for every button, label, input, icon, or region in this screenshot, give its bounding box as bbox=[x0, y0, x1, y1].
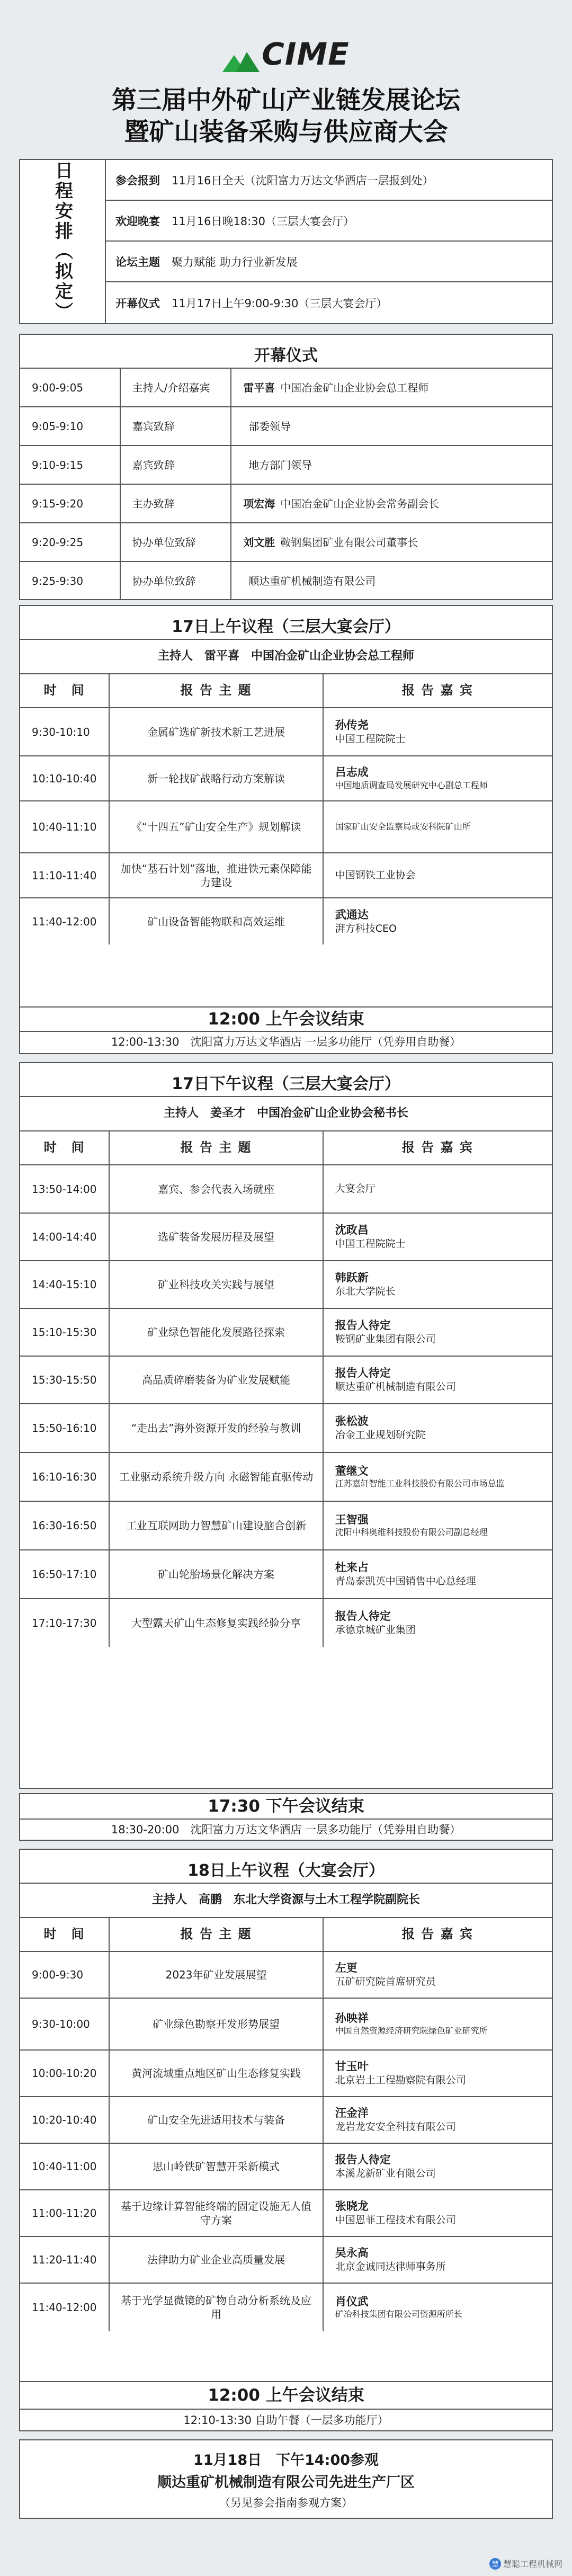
am18-topic: 思山岭铁矿智慧开采新模式 bbox=[110, 2144, 323, 2189]
pm17-host-row bbox=[20, 1096, 552, 1130]
am18-speaker-name: 张晓龙 bbox=[335, 2200, 369, 2213]
opening-speaker: 雷平喜 bbox=[243, 381, 275, 394]
am17-speaker-name: 吕志成 bbox=[335, 766, 369, 779]
pm17-speaker-name: 董继文 bbox=[335, 1464, 369, 1477]
pm17-topic: 选矿装备发展历程及展望 bbox=[110, 1214, 323, 1260]
schedule-label: 欢迎晚宴 bbox=[115, 215, 160, 228]
pm17-row bbox=[20, 1452, 552, 1501]
opening-org: 部委领导 bbox=[248, 420, 291, 433]
am18-col-topic: 报 告 主 题 bbox=[110, 1918, 323, 1951]
watermark bbox=[489, 2557, 562, 2570]
pm17-section bbox=[19, 1062, 553, 1789]
am18-speaker-cell bbox=[324, 1952, 552, 1998]
am18-speaker-org: 本溪龙新矿业有限公司 bbox=[335, 2168, 436, 2180]
am17-topic: 加快“基石计划”落地，推进铁元素保障能力建设 bbox=[110, 853, 323, 897]
am18-topic: 矿业绿色勘察开发形势展望 bbox=[110, 1999, 323, 2049]
schedule-row bbox=[105, 160, 552, 201]
am18-end: 12:00 上午会议结束 bbox=[208, 2385, 364, 2405]
am17-speaker-cell bbox=[324, 898, 552, 944]
pm17-time: 15:30-15:50 bbox=[20, 1357, 110, 1403]
am17-title: 17日上午议程（三层大宴会厅） bbox=[172, 618, 400, 636]
pm17-speaker-cell bbox=[324, 1550, 552, 1598]
opening-time: 9:20-9:25 bbox=[20, 523, 121, 561]
opening-speaker-cell bbox=[231, 407, 552, 445]
am18-row bbox=[20, 2189, 552, 2236]
opening-speaker-cell bbox=[231, 485, 552, 522]
pm17-topic: 工业驱动系统升级方向 永磁智能直驱传动 bbox=[110, 1453, 323, 1501]
pm17-time: 14:40-15:10 bbox=[20, 1261, 110, 1308]
visit-line1: 11月18日 下午14:00参观 bbox=[193, 2452, 379, 2469]
pm17-dinner: 18:30-20:00 沈阳富力万达文华酒店 一层多功能厅（凭券用自助餐） bbox=[111, 1823, 461, 1837]
am17-speaker-name: 武通达 bbox=[335, 908, 369, 921]
am18-speaker-cell bbox=[324, 2097, 552, 2143]
am17-section bbox=[19, 605, 553, 1054]
watermark-icon: 慧 bbox=[489, 2558, 501, 2570]
pm17-speaker-name: 王智强 bbox=[335, 1513, 369, 1526]
watermark-text: 慧聪工程机械网 bbox=[503, 2559, 562, 2569]
pm17-speaker-org: 青岛泰凯英中国销售中心总经理 bbox=[335, 1575, 476, 1588]
pm17-row bbox=[20, 1598, 552, 1647]
opening-item: 嘉宾致辞 bbox=[121, 407, 232, 445]
am18-time: 11:40-12:00 bbox=[20, 2284, 110, 2331]
opening-time: 9:25-9:30 bbox=[20, 562, 121, 600]
pm17-topic: 嘉宾、参会代表入场就座 bbox=[110, 1165, 323, 1213]
schedule-header-cell bbox=[20, 160, 106, 323]
cime-logo bbox=[0, 33, 572, 75]
opening-item: 嘉宾致辞 bbox=[121, 446, 232, 484]
pm17-time: 16:10-16:30 bbox=[20, 1453, 110, 1501]
am18-speaker-name: 汪金洋 bbox=[335, 2107, 369, 2119]
opening-item: 协办单位致辞 bbox=[121, 523, 232, 561]
am18-host: 主持人 高鹏 东北大学资源与土木工程学院副院长 bbox=[151, 1893, 420, 1907]
opening-org: 中国冶金矿山企业协会常务副会长 bbox=[280, 497, 440, 510]
am18-host-row bbox=[20, 1883, 552, 1917]
pm17-col-topic: 报 告 主 题 bbox=[110, 1131, 323, 1164]
opening-speaker-cell bbox=[231, 523, 552, 561]
opening-item: 主办致辞 bbox=[121, 485, 232, 522]
pm17-time: 17:10-17:30 bbox=[20, 1599, 110, 1647]
pm17-host: 主持人 姜圣才 中国冶金矿山企业协会秘书长 bbox=[163, 1107, 408, 1120]
visit-line2: 顺达重矿机械制造有限公司先进生产厂区 bbox=[157, 2474, 415, 2491]
am18-speaker-cell bbox=[324, 2190, 552, 2236]
am18-title: 18日上午议程（大宴会厅） bbox=[187, 1861, 385, 1880]
pm17-speaker-org: 冶金工业规划研究院 bbox=[335, 1429, 426, 1441]
am18-speaker-cell bbox=[324, 2237, 552, 2283]
opening-time: 9:05-9:10 bbox=[20, 407, 121, 445]
am18-row bbox=[20, 2096, 552, 2143]
am17-speaker-name: 孙传尧 bbox=[335, 718, 369, 732]
am17-topic: 新一轮找矿战略行动方案解读 bbox=[110, 756, 323, 800]
am18-topic: 2023年矿业发展展望 bbox=[110, 1952, 323, 1998]
pm17-speaker-name: 韩跃新 bbox=[335, 1271, 369, 1284]
am18-lunch: 12:10-13:30 自助午餐（一层多功能厅） bbox=[183, 2413, 389, 2427]
opening-speaker-cell bbox=[231, 562, 552, 600]
pm17-speaker-org: 承德京城矿业集团 bbox=[335, 1624, 416, 1636]
am18-time: 10:40-11:00 bbox=[20, 2144, 110, 2189]
pm17-speaker-name: 沈政昌 bbox=[335, 1224, 369, 1236]
opening-time: 9:15-9:20 bbox=[20, 485, 121, 522]
am18-row bbox=[20, 2283, 552, 2331]
pm17-topic: “走出去”海外资源开发的经验与教训 bbox=[110, 1404, 323, 1452]
schedule-row bbox=[105, 201, 552, 242]
am18-col-time: 时 间 bbox=[20, 1918, 110, 1951]
am17-col-topic: 报 告 主 题 bbox=[110, 674, 323, 707]
pm17-col-speaker: 报 告 嘉 宾 bbox=[401, 1140, 473, 1155]
pm17-time: 15:50-16:10 bbox=[20, 1404, 110, 1452]
am17-row bbox=[20, 852, 552, 897]
schedule-text: 11月17日上午9:00-9:30（三层大宴会厅） bbox=[172, 297, 388, 310]
pm17-row bbox=[20, 1501, 552, 1549]
am18-speaker-cell bbox=[324, 2284, 552, 2331]
pm17-topic: 矿业绿色智能化发展路径探索 bbox=[110, 1309, 323, 1356]
am17-end: 12:00 上午会议结束 bbox=[208, 1009, 364, 1029]
pm17-end: 17:30 下午会议结束 bbox=[208, 1796, 364, 1816]
am17-time: 10:40-11:10 bbox=[20, 801, 110, 852]
am18-speaker-name: 左更 bbox=[335, 1962, 358, 1974]
schedule-text: 11月16日全天（沈阳富力万达文华酒店一层报到处） bbox=[172, 174, 434, 187]
pm17-time: 16:30-16:50 bbox=[20, 1502, 110, 1549]
am18-time: 11:00-11:20 bbox=[20, 2190, 110, 2236]
schedule-header: 日程安排（拟定） bbox=[51, 161, 73, 322]
pm17-row bbox=[20, 1403, 552, 1452]
visit-box bbox=[19, 2439, 553, 2519]
opening-time: 9:00-9:05 bbox=[20, 369, 121, 406]
am17-row bbox=[20, 897, 552, 944]
pm17-speaker-name: 报告人待定 bbox=[335, 1610, 391, 1623]
am17-row bbox=[20, 800, 552, 852]
opening-org: 鞍钢集团矿业有限公司董事长 bbox=[280, 536, 418, 549]
pm17-topic: 高品质碎磨装备为矿业发展赋能 bbox=[110, 1357, 323, 1403]
am18-speaker-org: 北京岩土工程勘察院有限公司 bbox=[335, 2074, 466, 2087]
opening-row bbox=[20, 484, 552, 522]
am17-header-row bbox=[20, 673, 552, 707]
pm17-end-box bbox=[19, 1793, 553, 1841]
pm17-speaker-org: 沈阳中科奥维科技股份有限公司副总经理 bbox=[335, 1527, 488, 1538]
am18-time: 10:00-10:20 bbox=[20, 2051, 110, 2096]
pm17-speaker-name: 杜来占 bbox=[335, 1561, 369, 1574]
am18-speaker-org: 龙岩龙安安全科技有限公司 bbox=[335, 2121, 456, 2133]
am17-host: 主持人 雷平喜 中国冶金矿山企业协会总工程师 bbox=[157, 649, 414, 663]
am18-speaker-name: 肖仪武 bbox=[335, 2295, 369, 2308]
am17-row bbox=[20, 707, 552, 755]
logo-text: CIME bbox=[262, 36, 350, 72]
am18-topic: 黄河流域重点地区矿山生态修复实践 bbox=[110, 2051, 323, 2096]
opening-speaker: 项宏海 bbox=[243, 497, 275, 510]
pm17-speaker-cell bbox=[324, 1453, 552, 1501]
pm17-time: 15:10-15:30 bbox=[20, 1309, 110, 1356]
pm17-row bbox=[20, 1213, 552, 1260]
pm17-time: 14:00-14:40 bbox=[20, 1214, 110, 1260]
am17-host-row bbox=[20, 639, 552, 673]
am18-col-speaker: 报 告 嘉 宾 bbox=[401, 1927, 473, 1942]
opening-row bbox=[20, 406, 552, 445]
pm17-row bbox=[20, 1549, 552, 1598]
am17-col-time: 时 间 bbox=[20, 674, 110, 707]
am17-row bbox=[20, 755, 552, 800]
am18-topic: 基于光学显微镜的矿物自动分析系统及应用 bbox=[110, 2284, 323, 2331]
pm17-row bbox=[20, 1356, 552, 1403]
visit-line3: （另见参会指南参观方案） bbox=[219, 2497, 353, 2510]
am18-speaker-cell bbox=[324, 2144, 552, 2189]
am18-speaker-cell bbox=[324, 2051, 552, 2096]
pm17-speaker-org: 中国工程院院士 bbox=[335, 1238, 406, 1250]
opening-speaker: 刘文胜 bbox=[243, 536, 275, 549]
schedule-row bbox=[105, 242, 552, 282]
opening-speaker-cell bbox=[231, 369, 552, 406]
opening-row bbox=[20, 522, 552, 561]
am18-time: 9:30-10:00 bbox=[20, 1999, 110, 2049]
pm17-speaker-org: 大宴会厅 bbox=[335, 1183, 376, 1195]
opening-speaker-cell bbox=[231, 446, 552, 484]
am18-row bbox=[20, 2236, 552, 2283]
am17-topic: 矿山设备智能物联和高效运维 bbox=[110, 898, 323, 944]
am18-speaker-org: 北京金诚同达律师事务所 bbox=[335, 2261, 446, 2273]
am17-speaker-cell bbox=[324, 853, 552, 897]
am17-speaker-org: 国家矿山安全监察局或安科院矿山所 bbox=[335, 821, 471, 832]
am18-header-row bbox=[20, 1917, 552, 1951]
am17-end-box bbox=[19, 1006, 553, 1054]
am18-speaker-org: 五矿研究院首席研究员 bbox=[335, 1976, 436, 1988]
am18-time: 10:20-10:40 bbox=[20, 2097, 110, 2143]
pm17-speaker-cell bbox=[324, 1502, 552, 1549]
am18-speaker-cell bbox=[324, 1999, 552, 2049]
pm17-topic: 矿业科技攻关实践与展望 bbox=[110, 1261, 323, 1308]
opening-row bbox=[20, 445, 552, 484]
am18-speaker-org: 中国自然资源经济研究院绿色矿业研究所 bbox=[335, 2026, 488, 2036]
am17-speaker-cell bbox=[324, 708, 552, 755]
opening-section bbox=[19, 334, 553, 600]
opening-item: 主持人/介绍嘉宾 bbox=[121, 369, 232, 406]
pm17-speaker-org: 顺达重矿机械制造有限公司 bbox=[335, 1381, 456, 1393]
am18-topic: 基于边缘计算智能终端的固定设施无人值守方案 bbox=[110, 2190, 323, 2236]
opening-item: 协办单位致辞 bbox=[121, 562, 232, 600]
mountain-logo-icon bbox=[222, 51, 260, 72]
am18-row bbox=[20, 1951, 552, 1998]
pm17-topic: 工业互联网助力智慧矿山建设脑合创新 bbox=[110, 1502, 323, 1549]
pm17-time: 13:50-14:00 bbox=[20, 1165, 110, 1213]
pm17-header-row bbox=[20, 1130, 552, 1164]
am18-speaker-org: 矿冶科技集团有限公司资源所所长 bbox=[335, 2309, 462, 2320]
opening-org: 中国冶金矿山企业协会总工程师 bbox=[280, 381, 429, 394]
pm17-col-time: 时 间 bbox=[20, 1131, 110, 1164]
opening-org: 地方部门领导 bbox=[248, 458, 312, 471]
pm17-time: 16:50-17:10 bbox=[20, 1550, 110, 1598]
am17-speaker-org: 中国地质调查局发展研究中心副总工程师 bbox=[335, 780, 488, 790]
schedule-text: 11月16日晚18:30（三层大宴会厅） bbox=[172, 215, 354, 228]
pm17-speaker-cell bbox=[324, 1309, 552, 1356]
pm17-speaker-cell bbox=[324, 1357, 552, 1403]
pm17-topic: 大型露天矿山生态修复实践经验分享 bbox=[110, 1599, 323, 1647]
am17-time: 11:40-12:00 bbox=[20, 898, 110, 944]
schedule-panel bbox=[19, 159, 553, 324]
page-subtitle: 暨矿山装备采购与供应商大会 bbox=[124, 118, 448, 147]
am18-row bbox=[20, 2143, 552, 2189]
opening-row bbox=[20, 561, 552, 600]
am17-time: 10:10-10:40 bbox=[20, 756, 110, 800]
am18-topic: 矿山安全先进适用技术与装备 bbox=[110, 2097, 323, 2143]
opening-org: 顺达重矿机械制造有限公司 bbox=[248, 574, 376, 587]
schedule-label: 开幕仪式 bbox=[115, 297, 160, 310]
pm17-speaker-org: 鞍钢矿业集团有限公司 bbox=[335, 1333, 436, 1345]
opening-row bbox=[20, 368, 552, 406]
pm17-speaker-name: 报告人待定 bbox=[335, 1367, 391, 1379]
opening-title: 开幕仪式 bbox=[254, 346, 318, 365]
pm17-speaker-name: 张松波 bbox=[335, 1415, 369, 1428]
pm17-speaker-cell bbox=[324, 1214, 552, 1260]
pm17-row bbox=[20, 1164, 552, 1213]
am17-speaker-org: 中国工程院院士 bbox=[335, 733, 406, 745]
pm17-speaker-name: 报告人待定 bbox=[335, 1319, 391, 1332]
am18-section bbox=[19, 1849, 553, 2384]
am18-speaker-name: 甘玉叶 bbox=[335, 2060, 369, 2073]
am18-time: 9:00-9:30 bbox=[20, 1952, 110, 1998]
pm17-row bbox=[20, 1260, 552, 1308]
pm17-title: 17日下午议程（三层大宴会厅） bbox=[172, 1075, 400, 1093]
schedule-row bbox=[105, 282, 552, 323]
am17-time: 9:30-10:10 bbox=[20, 708, 110, 755]
pm17-speaker-cell bbox=[324, 1599, 552, 1647]
pm17-speaker-cell bbox=[324, 1404, 552, 1452]
am18-topic: 法律助力矿业企业高质量发展 bbox=[110, 2237, 323, 2283]
am17-lunch: 12:00-13:30 沈阳富力万达文华酒店 一层多功能厅（凭券用自助餐） bbox=[111, 1036, 461, 1049]
am18-speaker-name: 孙映祥 bbox=[335, 2011, 369, 2025]
am17-topic: 《“十四五”矿山安全生产》规划解读 bbox=[110, 801, 323, 852]
schedule-label: 论坛主题 bbox=[115, 255, 160, 269]
pm17-speaker-org: 江苏嘉轩智能工业科技股份有限公司市场总监 bbox=[335, 1478, 505, 1489]
am17-time: 11:10-11:40 bbox=[20, 853, 110, 897]
am17-speaker-cell bbox=[324, 756, 552, 800]
am18-speaker-name: 吴永高 bbox=[335, 2247, 369, 2259]
opening-time: 9:10-9:15 bbox=[20, 446, 121, 484]
am18-row bbox=[20, 1998, 552, 2049]
am17-speaker-cell bbox=[324, 801, 552, 852]
am18-end-box bbox=[19, 2381, 553, 2431]
schedule-text: 聚力赋能 助力行业新发展 bbox=[172, 255, 298, 269]
pm17-topic: 矿山轮胎场景化解决方案 bbox=[110, 1550, 323, 1598]
am18-speaker-name: 报告人待定 bbox=[335, 2153, 391, 2166]
pm17-row bbox=[20, 1308, 552, 1356]
am18-speaker-org: 中国恩菲工程技术有限公司 bbox=[335, 2214, 456, 2226]
am17-speaker-org: 中国钢铁工业协会 bbox=[335, 869, 416, 881]
am17-topic: 金属矿选矿新技术新工艺进展 bbox=[110, 708, 323, 755]
page-title: 第三届中外矿山产业链发展论坛 bbox=[112, 86, 460, 115]
pm17-speaker-cell bbox=[324, 1165, 552, 1213]
pm17-speaker-cell bbox=[324, 1261, 552, 1308]
pm17-speaker-org: 东北大学院长 bbox=[335, 1286, 396, 1298]
am17-speaker-org: 湃方科技CEO bbox=[335, 922, 397, 934]
schedule-label: 参会报到 bbox=[115, 174, 160, 187]
am17-col-speaker: 报 告 嘉 宾 bbox=[401, 683, 473, 698]
am18-time: 11:20-11:40 bbox=[20, 2237, 110, 2283]
am18-row bbox=[20, 2049, 552, 2096]
